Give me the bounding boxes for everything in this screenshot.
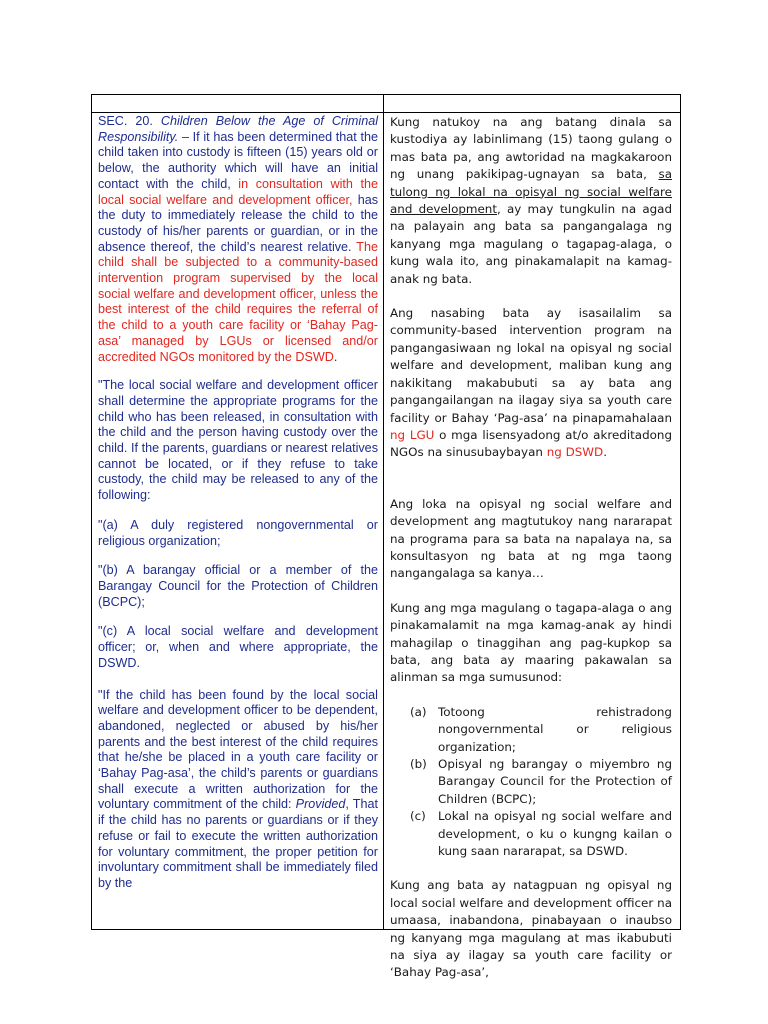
release-options-list — [390, 704, 672, 861]
section-20-paragraph — [98, 114, 378, 365]
intervention-paragraph — [390, 305, 672, 462]
list-marker: (a) — [410, 704, 427, 719]
dependent-child-paragraph — [98, 688, 378, 892]
list-item-c: "(c) A local social welfare and development officer; or, when and where appropriate, the DSWD. — [98, 624, 378, 670]
text-run: . — [333, 349, 338, 364]
text-run: , ay may tungkulin na agad na palayain ang bata sa pangangalaga ng kanyang mga magulang o tagapag-alaga, o kung wala ito, ang pinakamalapit na kamag-anak ng bata. — [390, 202, 672, 286]
underlined-text: sa tulong ng lokal na opisyal ng social welfare and development — [390, 167, 672, 217]
text-run: , That if the child has no parents or guardians or if they refuse or fail to execute the written authorization for voluntary commitment, the proper petition for involuntary commitment shall be immediately filed by the — [98, 797, 378, 890]
list-marker: (b) — [410, 757, 427, 771]
list-item — [390, 756, 672, 808]
list-item-b: "(b) A barangay official or a member of the Barangay Council for the Protection of Children (BCPC); — [98, 563, 378, 609]
text-run: "If the child has been found by the local social welfare and development officer to be dependent, abandoned, neglected or abused by his/her parents and the best interest of the child requires that he/she be placed in a youth care facility or ‘Bahay Pag-asa’, the child’s parents or guardians shall execute a written authorization for the voluntary commitment of the child: — [98, 687, 378, 812]
text-run: has the duty to immediately release the child to the custody of his/her parents or guardian, or in the absence thereof, the child’s nearest relative. — [98, 192, 379, 254]
list-marker: (c) — [410, 809, 426, 824]
programs-paragraph-fil: Ang loka na opisyal ng social welfare and development ang magtutukoy nang nararapat na programa para sa bata na napalaya na, sa konsultasyon ng bata at ng mga taong nangangalaga sa kanya… — [390, 496, 672, 581]
section-title: Children Below the Age of Criminal Responsibility. — [98, 114, 379, 144]
list-item — [390, 808, 672, 860]
column-divider — [383, 95, 384, 929]
text-run: – If it has been determined that the child taken into custody is fifteen (15) years old or below, the authority which will have an initial contact with the child, — [98, 129, 378, 191]
list-text: Lokal na opisyal ng social welfare and development, o ku o kungng kailan o kung saan nararapat, sa DSWD. — [438, 809, 672, 859]
amendment-text: in consultation with the local social welfare and development officer, — [98, 176, 378, 207]
text-run: o mga lisensyadong at/o akreditadong NGOs na sinusubaybayan — [390, 427, 672, 460]
table-header-row — [92, 95, 680, 113]
english-column — [98, 114, 378, 892]
list-text: Totoong rehistradong nongovernmental or religious organization; — [438, 704, 672, 754]
text-run: Ang nasabing bata ay isasailalim sa community-based intervention program na pangangasiwaan ng lokal na opisyal ng social welfare and development, maliban kung ang nakikitang makabubuti sa ay bata ang pangangailangan na ilagay siya sa youth care facility or Bahay ‘Pag-asa’ na pinapamahalaan — [390, 306, 672, 425]
amendment-text: ng LGU — [390, 427, 435, 442]
text-run: . — [603, 445, 607, 460]
amendment-text: ng DSWD — [546, 445, 604, 460]
custody-paragraph-fil: Kung ang mga magulang o tagapa-alaga o ang pinakamalamit na mga kamag-anak ay hindi mahagilap o tinaggihan ang pag-kupkop sa bata, ang bata ay maaring pakawalan sa alinman sa mga sumusunod: — [390, 600, 672, 685]
section-label: SEC. 20. — [98, 114, 161, 128]
text-run: Kung natukoy na ang batang dinala sa kustodiya ay labinlimang (15) taong gulang o mas bata pa, ang awtoridad na magkakaroon ng unang pakikipag-ugnayan sa bata, — [390, 115, 672, 182]
amendment-text: The child shall be subjected to a community-based intervention program supervised by the local social welfare and development officer, unless the best interest of the child requires the referral of the child to a youth care facility or ‘Bahay Pag-asa’ managed by LGUs or licensed and/or accredited NGOs monitored by the DSWD — [98, 239, 378, 364]
list-item-a: "(a) A duly registered nongovernmental or religious organization; — [98, 517, 378, 548]
provided-italic: Provided — [295, 797, 346, 812]
bilingual-law-table — [91, 94, 681, 980]
list-text: Opisyal ng barangay o miyembro ng Barangay Council for the Protection of Children (BCPC); — [438, 757, 672, 806]
filipino-column — [390, 114, 672, 982]
dependent-child-paragraph-fil: Kung ang bata ay natagpuan ng opisyal ng local social welfare and development officer na umaasa, inabandona, pinabayaan o inaubso ng kanyang mga magulang at mas ikabubuti na siya ay ilagay sa youth care facility or ‘Bahay Pag-asa’, — [390, 878, 672, 980]
programs-paragraph: "The local social welfare and development officer shall determine the appropriate programs for the child who has been released, in consultation with the child and the person having custody over the child. If the parents, guardians or nearest relatives cannot be located, or if they refuse to take custody, the child may be released to any of the following: — [98, 378, 378, 503]
release-paragraph — [390, 114, 672, 288]
list-item — [390, 704, 672, 756]
